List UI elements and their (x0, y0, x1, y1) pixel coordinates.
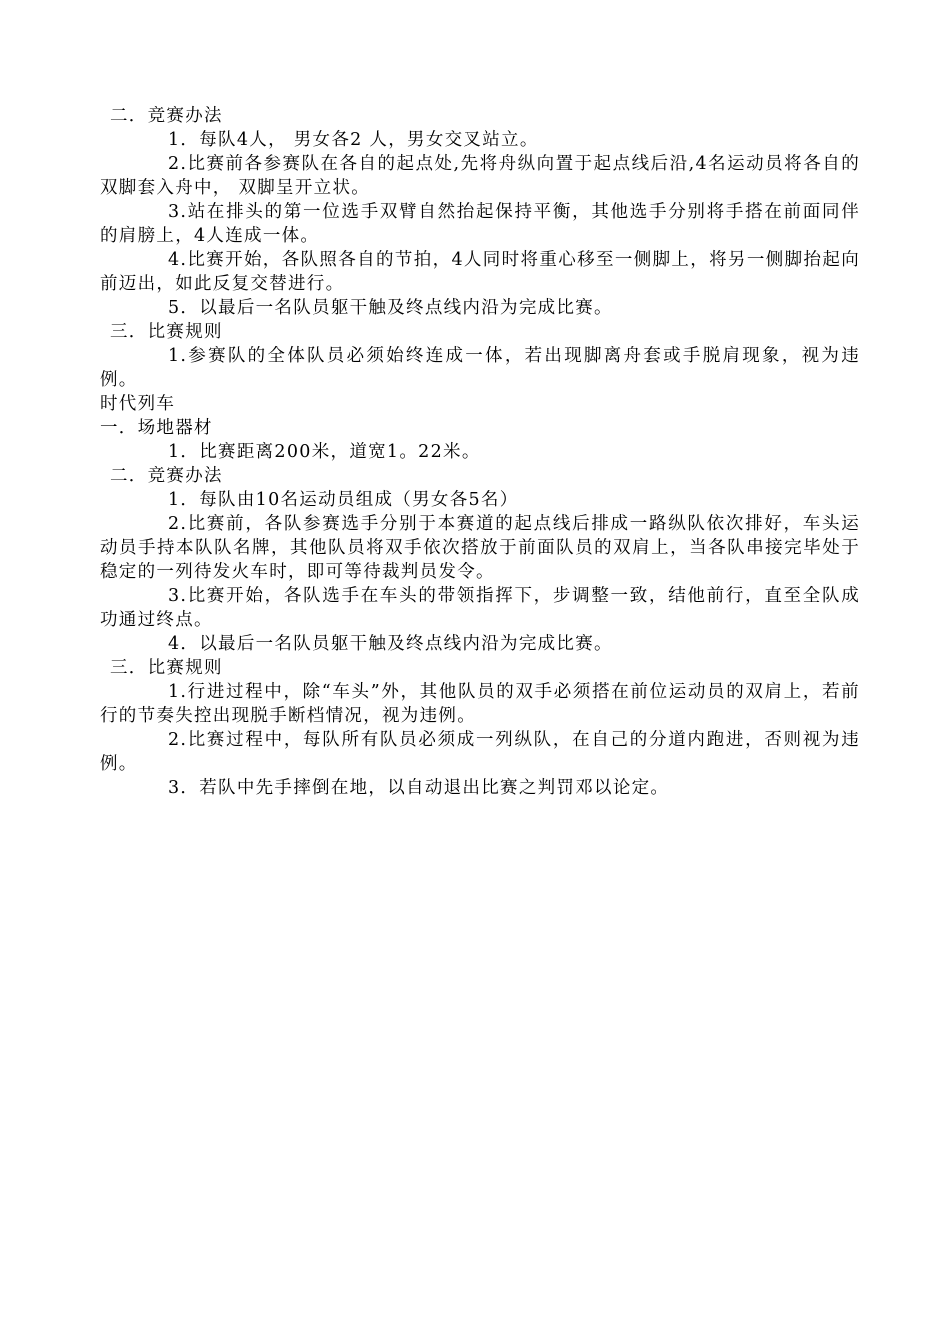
venue-item-1: 1．比赛距离200米，道宽1。22米。 (168, 442, 481, 462)
event-title: 时代列车 (100, 394, 176, 414)
method-item-4: 4．以最后一名队员躯干触及终点线内沿为完成比赛。 (168, 634, 613, 654)
method-item-4: 4.比赛开始，各队照各自的节拍，4人同时将重心移至一侧脚上，将另一侧脚抬起向前迈出，如此反复交替进行。 (100, 250, 860, 294)
section-heading-rules: 三．比赛规则 (110, 658, 223, 678)
section-heading-venue: 一．场地器材 (100, 418, 213, 438)
method-item-2: 2.比赛前各参赛队在各自的起点处,先将舟纵向置于起点线后沿,4名运动员将各自的双脚套入舟中， 双脚呈开立状。 (100, 154, 860, 198)
method-item-2: 2.比赛前，各队参赛选手分别于本赛道的起点线后排成一路纵队依次排好，车头运动员手持本队队名牌，其他队员将双手依次搭放于前面队员的双肩上，当各队串接完毕处于稳定的一列待发火车时，即可等待裁判员发令。 (100, 514, 860, 582)
method-item-3: 3.比赛开始，各队选手在车头的带领指挥下，步调整一致，结他前行，直至全队成功通过终点。 (100, 586, 860, 630)
section-heading-competition-method: 二．竞赛办法 (110, 106, 223, 126)
rule-item-1: 1.行进过程中，除“车头”外，其他队员的双手必须搭在前位运动员的双肩上，若前行的节奏失控出现脱手断档情况，视为违例。 (100, 682, 860, 726)
rule-item-1: 1.参赛队的全体队员必须始终连成一体，若出现脚离舟套或手脱肩现象，视为违例。 (100, 346, 860, 390)
section-heading-competition-method: 二．竞赛办法 (110, 466, 223, 486)
rule-item-3: 3．若队中先手摔倒在地，以自动退出比赛之判罚邓以论定。 (168, 778, 670, 798)
method-item-1: 1．每队4人， 男女各2 人，男女交叉站立。 (168, 130, 539, 150)
document-body (100, 104, 860, 800)
rule-item-2: 2.比赛过程中，每队所有队员必须成一列纵队，在自己的分道内跑进，否则视为违例。 (100, 730, 860, 774)
method-item-1: 1．每队由10名运动员组成（男女各5名） (168, 490, 519, 510)
method-item-3: 3.站在排头的第一位选手双臂自然抬起保持平衡，其他选手分别将手搭在前面同伴的肩膀上，4人连成一体。 (100, 202, 860, 246)
section-heading-rules: 三．比赛规则 (110, 322, 223, 342)
method-item-5: 5．以最后一名队员躯干触及终点线内沿为完成比赛。 (168, 298, 613, 318)
